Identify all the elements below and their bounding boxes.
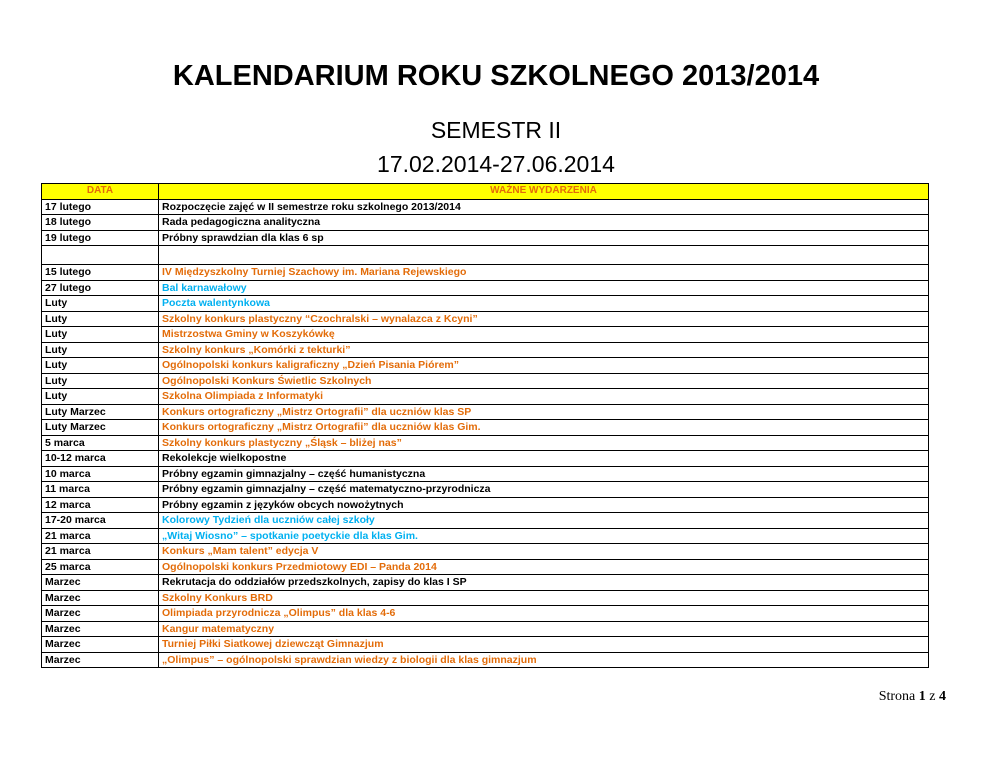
row-event: „Olimpus” – ogólnopolski sprawdzian wiedzy z biologii dla klas gimnazjum [159,652,929,668]
table-row [42,296,929,312]
row-event: Konkurs ortograficzny „Mistrz Ortografii” dla uczniów klas Gim. [159,420,929,436]
row-date: Luty [42,342,159,358]
row-date: Luty [42,373,159,389]
table-row [42,513,929,529]
row-date: Luty Marzec [42,404,159,420]
table-row [42,327,929,343]
table-row [42,528,929,544]
table-row [42,559,929,575]
row-date: 12 marca [42,497,159,513]
page-number-prefix: Strona [878,689,916,704]
row-event: Konkurs ortograficzny „Mistrz Ortografii” dla uczniów klas SP [159,404,929,420]
row-event: Konkurs „Mam talent” edycja V [159,544,929,560]
row-event: Poczta walentynkowa [159,296,929,312]
row-date: Luty [42,389,159,405]
table-row [42,637,929,653]
row-date: 27 lutego [42,280,159,296]
semester-period: 17.02.2014-27.06.2014 [377,151,615,177]
row-date: Marzec [42,606,159,622]
table-row [42,575,929,591]
table-row [42,544,929,560]
row-date: Marzec [42,652,159,668]
row-event: Szkolny konkurs plastyczny “Czochralski – wynalazca z Kcyni” [159,311,929,327]
row-event: Ogólnopolski Konkurs Świetlic Szkolnych [159,373,929,389]
table-row [42,199,929,215]
table-row [42,590,929,606]
column-header-date: DATA [42,184,159,200]
calendar-table-body [42,199,929,668]
table-row [42,311,929,327]
row-event: Rozpoczęcie zajęć w II semestrze roku szkolnego 2013/2014 [159,199,929,215]
row-event: Mistrzostwa Gminy w Koszykówkę [159,327,929,343]
row-event: Rekolekcje wielkopostne [159,451,929,467]
row-event: IV Międzyszkolny Turniej Szachowy im. Mariana Rejewskiego [159,265,929,281]
row-event: Próbny sprawdzian dla klas 6 sp [159,230,929,246]
row-event: Próbny egzamin z języków obcych nowożytnych [159,497,929,513]
row-date: 17 lutego [42,199,159,215]
table-row [42,280,929,296]
table-row [42,358,929,374]
table-row [42,373,929,389]
row-date [42,246,159,265]
row-event: Kolorowy Tydzień dla uczniów całej szkoły [159,513,929,529]
row-event: Szkolny Konkurs BRD [159,590,929,606]
row-event: Rada pedagogiczna analityczna [159,215,929,231]
row-event: Bal karnawałowy [159,280,929,296]
row-date: 17-20 marca [42,513,159,529]
table-row [42,497,929,513]
page-number-total: 4 [939,689,946,704]
column-header-events: WAŻNE WYDARZENIA [159,184,929,200]
calendar-table [41,183,929,668]
row-date: Luty Marzec [42,420,159,436]
document-title: KALENDARIUM ROKU SZKOLNEGO 2013/2014 [172,60,820,92]
table-row [42,435,929,451]
page-number-current: 1 [918,689,926,704]
row-date: 25 marca [42,559,159,575]
row-event: Szkolna Olimpiada z Informatyki [159,389,929,405]
row-event: Turniej Piłki Siatkowej dziewcząt Gimnazjum [159,637,929,653]
row-date: 11 marca [42,482,159,498]
row-event [159,246,929,265]
table-row [42,389,929,405]
table-row [42,404,929,420]
row-event: Ogólnopolski konkurs kaligraficzny „Dzień Pisania Piórem” [159,358,929,374]
row-date: 10-12 marca [42,451,159,467]
row-event: Szkolny konkurs „Komórki z tekturki” [159,342,929,358]
semester-label: SEMESTR II [430,117,562,143]
table-header-row [42,184,929,200]
row-date: 18 lutego [42,215,159,231]
row-date: Luty [42,327,159,343]
row-event: Ogólnopolski konkurs Przedmiotowy EDI – Panda 2014 [159,559,929,575]
table-row [42,265,929,281]
table-row [42,230,929,246]
row-date: 5 marca [42,435,159,451]
table-row [42,342,929,358]
row-event: „Witaj Wiosno” – spotkanie poetyckie dla klas Gim. [159,528,929,544]
row-date: Marzec [42,590,159,606]
row-event: Kangur matematyczny [159,621,929,637]
row-date: 10 marca [42,466,159,482]
row-date: Marzec [42,621,159,637]
table-row [42,215,929,231]
row-date: 21 marca [42,528,159,544]
row-event: Rekrutacja do oddziałów przedszkolnych, zapisy do klas I SP [159,575,929,591]
row-date: 15 lutego [42,265,159,281]
table-row [42,451,929,467]
row-date: Luty [42,296,159,312]
row-event: Szkolny konkurs plastyczny „Śląsk – bliżej nas” [159,435,929,451]
row-date: Luty [42,358,159,374]
table-row [42,652,929,668]
row-date: 19 lutego [42,230,159,246]
row-date: Marzec [42,637,159,653]
table-row [42,621,929,637]
table-row [42,466,929,482]
page-number [879,689,946,705]
row-event: Próbny egzamin gimnazjalny – część humanistyczna [159,466,929,482]
table-row [42,482,929,498]
row-date: Luty [42,311,159,327]
row-event: Próbny egzamin gimnazjalny – część matematyczno-przyrodnicza [159,482,929,498]
row-event: Olimpiada przyrodnicza „Olimpus” dla klas 4-6 [159,606,929,622]
row-date: Marzec [42,575,159,591]
page-number-separator: z [929,689,936,704]
row-date: 21 marca [42,544,159,560]
table-row [42,246,929,265]
table-row [42,420,929,436]
table-row [42,606,929,622]
